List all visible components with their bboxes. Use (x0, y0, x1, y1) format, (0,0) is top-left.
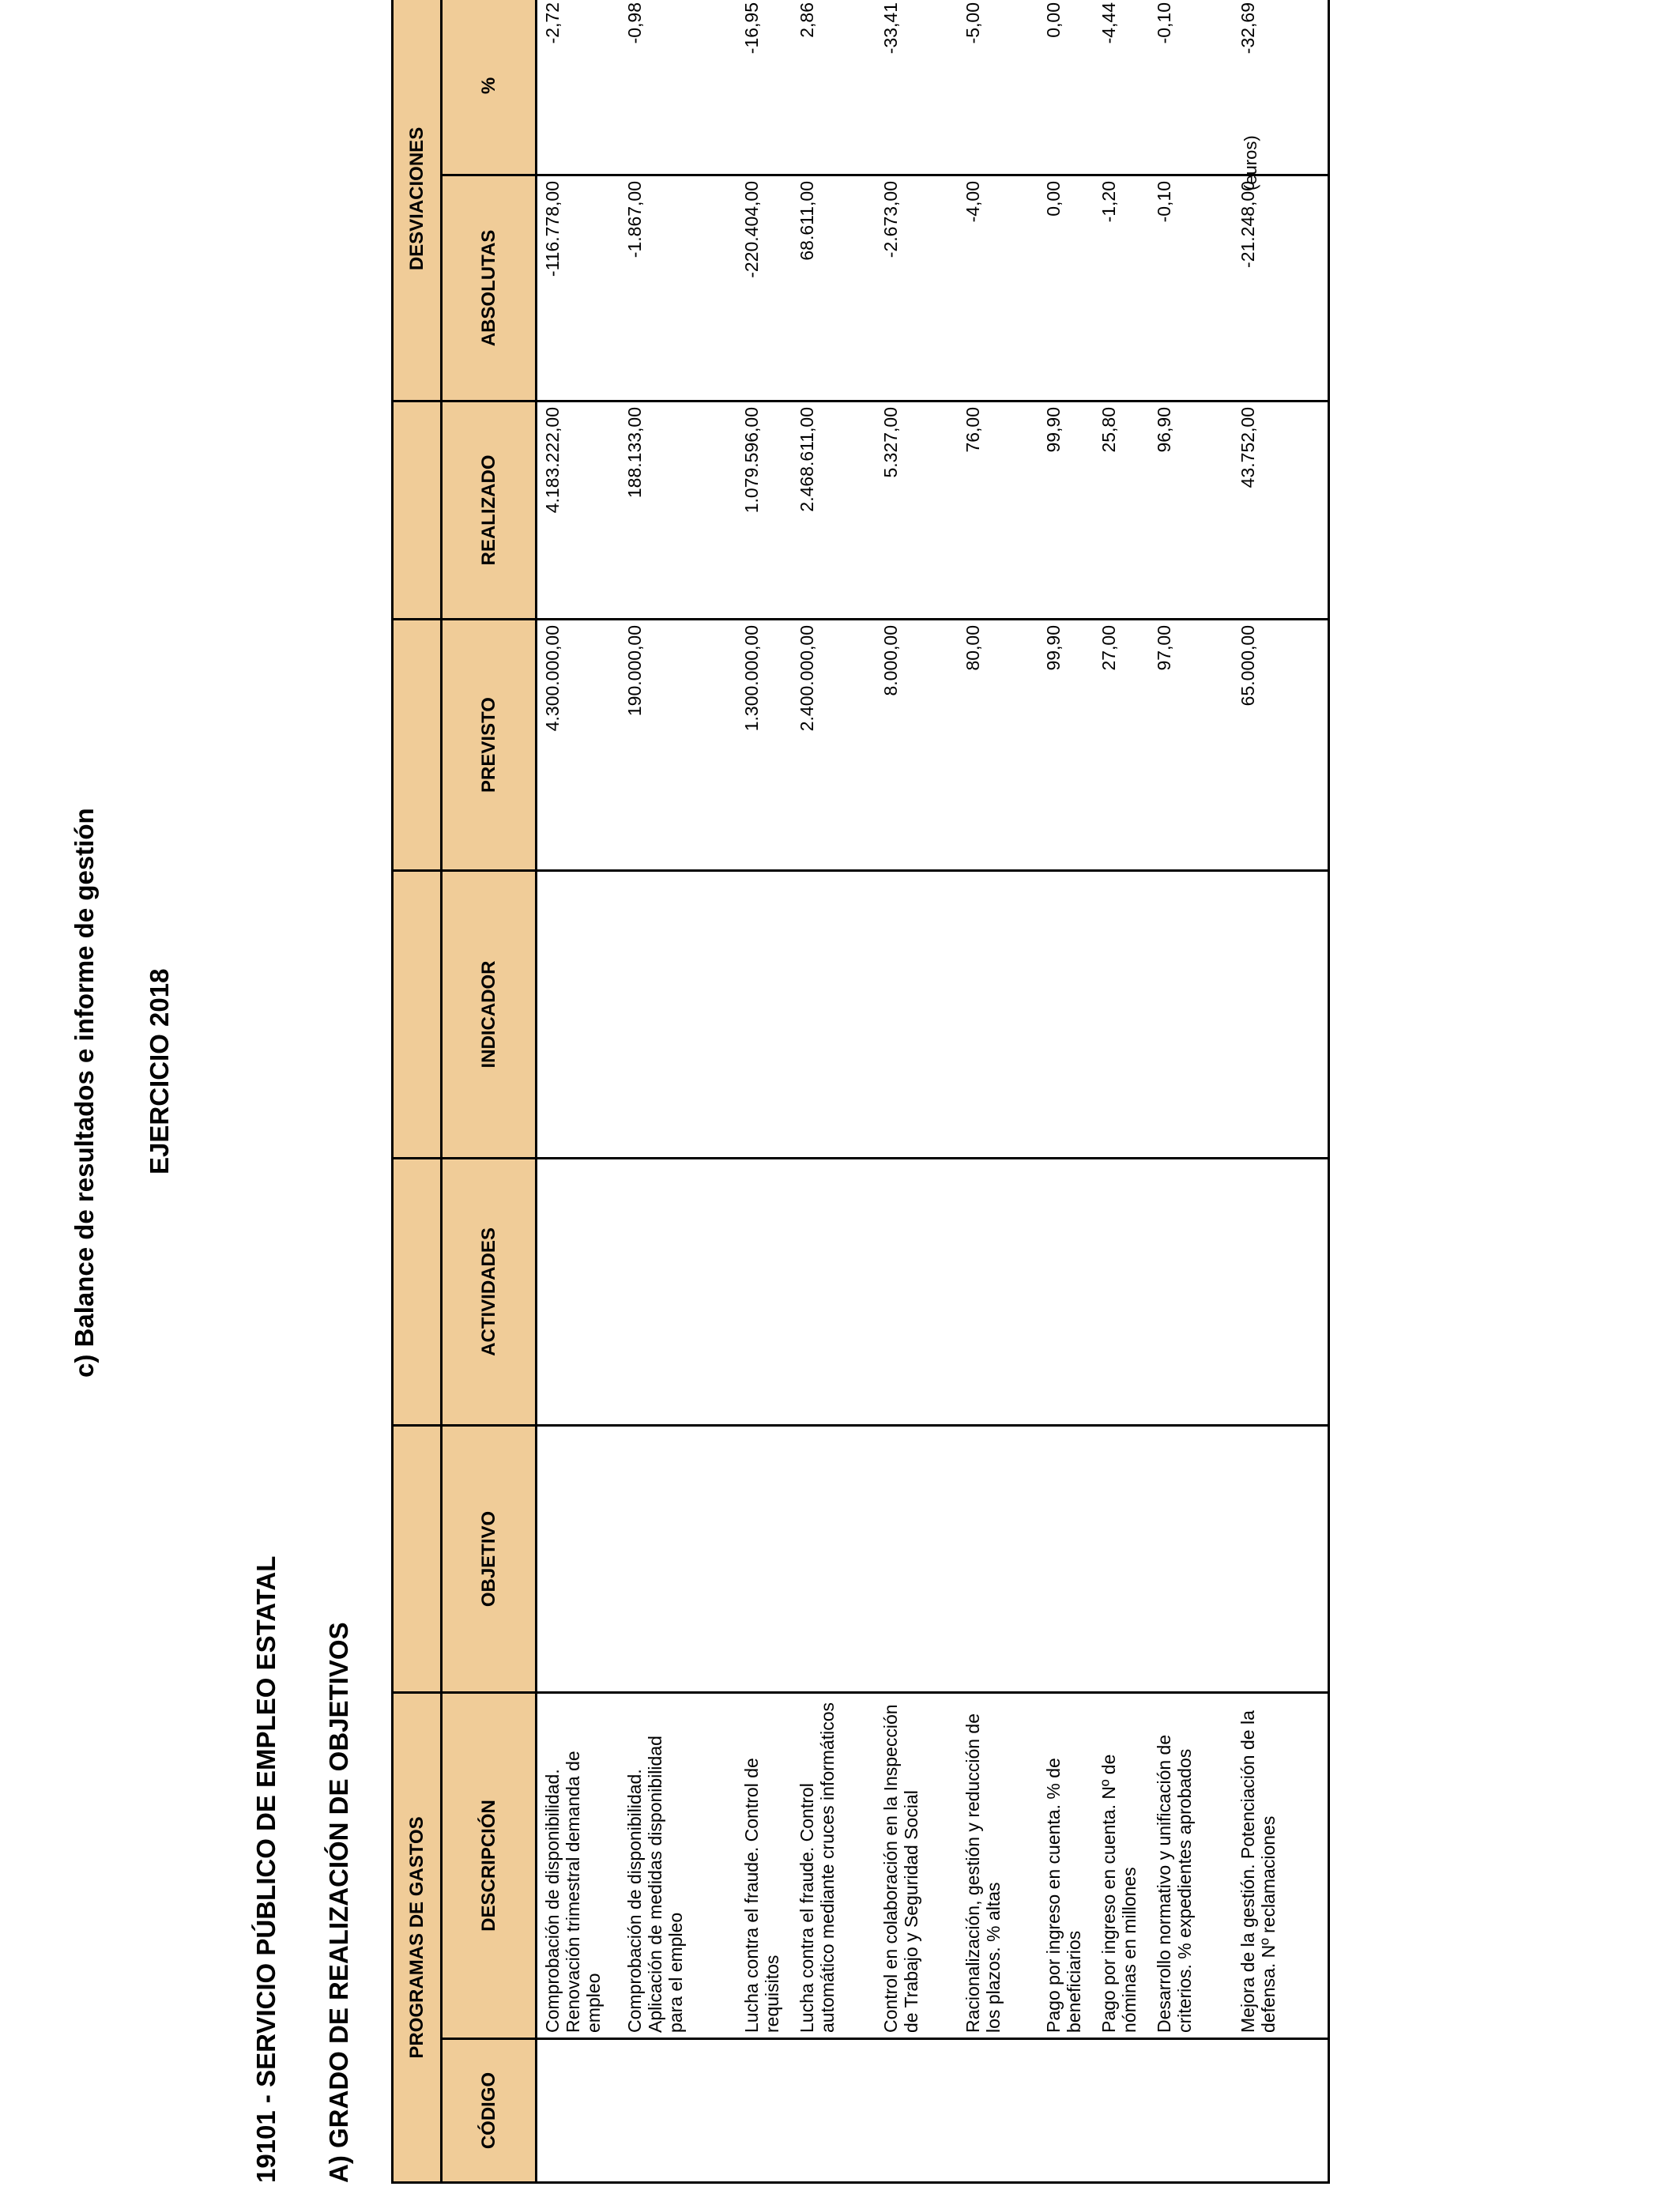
previsto-value: 4.300.000,00 (542, 624, 563, 732)
col-absolutas: ABSOLUTAS (442, 175, 537, 401)
units-label: (euros) (1241, 135, 1260, 190)
ejercicio-title: EJERCICIO 2018 (145, 968, 174, 1174)
actividades-spacer (393, 1158, 442, 1425)
absolutas-value: 68.611,00 (797, 180, 817, 261)
col-realizado: REALIZADO (442, 401, 537, 619)
realizado-value: 99,90 (1043, 406, 1064, 453)
objectives-table (391, 0, 1330, 2184)
descripcion-item: Comprobación de disponibilidad. Aplicación de medidas disponibilidad para el empleo (624, 1736, 686, 2033)
descripcion-item: Pago por ingreso en cuenta. % de beneficiarios (1043, 1758, 1084, 2033)
absolutas-value: 0,00 (1043, 180, 1064, 217)
absolutas-value: -0,10 (1154, 180, 1174, 223)
pct-value: 2,86 (797, 2, 817, 38)
objetivo-cell (537, 1425, 1329, 1692)
descripcion-cell (537, 1692, 1329, 2038)
col-objetivo: OBJETIVO (442, 1425, 537, 1692)
indicador-spacer (393, 870, 442, 1158)
pct-value: -16,95 (741, 2, 762, 55)
codigo-cell (537, 2039, 1329, 2183)
previsto-value: 190.000,00 (624, 624, 645, 717)
absolutas-value: -1,20 (1098, 180, 1119, 223)
absolutas-cell (537, 175, 1329, 401)
absolutas-value: -220.404,00 (741, 180, 762, 278)
section-title: A) GRADO DE REALIZACIÓN DE OBJETIVOS (324, 1622, 353, 2183)
col-pct: % (442, 0, 537, 175)
pct-value: -4,44 (1098, 2, 1119, 44)
objetivo-spacer (393, 1425, 442, 1692)
balance-title: c) Balance de resultados e informe de gestión (70, 808, 99, 1378)
previsto-value: 2.400.000,00 (797, 624, 817, 732)
descripcion-item: Racionalización, gestión y reducción de los plazos. % altas (962, 1713, 1004, 2033)
indicador-cell (537, 870, 1329, 1158)
realizado-spacer (393, 401, 442, 619)
descripcion-item: Mejora de la gestión. Potenciación de la defensa. Nº reclamaciones (1237, 1710, 1279, 2033)
previsto-value: 8.000,00 (880, 624, 901, 696)
actividades-cell (537, 1158, 1329, 1425)
absolutas-value: -2.673,00 (880, 180, 901, 258)
previsto-cell (537, 619, 1329, 870)
group-desviaciones-header: DESVIACIONES (393, 0, 442, 401)
previsto-value: 1.300.000,00 (741, 624, 762, 732)
col-codigo: CÓDIGO (442, 2039, 537, 2183)
previsto-value: 99,90 (1043, 624, 1064, 671)
realizado-value: 43.752,00 (1237, 406, 1258, 488)
descripcion-item: Pago por ingreso en cuenta. Nº de nóminas en millones (1098, 1754, 1139, 2033)
absolutas-value: -1.867,00 (624, 180, 645, 258)
realizado-value: 25,80 (1098, 406, 1119, 453)
pct-value: -5,00 (962, 2, 983, 44)
previsto-value: 65.000,00 (1237, 624, 1258, 707)
table-row (537, 0, 1329, 2183)
descripcion-item: Desarrollo normativo y unificación de criterios. % expedientes aprobados (1154, 1734, 1195, 2033)
previsto-value: 80,00 (962, 624, 983, 671)
organization-title: 19101 - SERVICIO PÚBLICO DE EMPLEO ESTATAL (251, 1555, 281, 2183)
col-actividades: ACTIVIDADES (442, 1158, 537, 1425)
pct-value: -0,10 (1154, 2, 1174, 44)
descripcion-item: Comprobación de disponibilidad. Renovación trimestral demanda de empleo (542, 1751, 604, 2033)
col-previsto: PREVISTO (442, 619, 537, 870)
descripcion-item: Lucha contra el fraude. Control automático mediante cruces informáticos (797, 1702, 838, 2033)
pct-value: -0,98 (624, 2, 645, 44)
pct-value: -2,72 (542, 2, 563, 44)
descripcion-item: Lucha contra el fraude. Control de requisitos (741, 1758, 782, 2033)
group-programas-header: PROGRAMAS DE GASTOS (393, 1692, 442, 2182)
col-descripcion: DESCRIPCIÓN (442, 1692, 537, 2038)
previsto-spacer (393, 619, 442, 870)
previsto-value: 97,00 (1154, 624, 1174, 671)
realizado-value: 188.133,00 (624, 406, 645, 499)
absolutas-value: -4,00 (962, 180, 983, 223)
realizado-value: 2.468.611,00 (797, 406, 817, 512)
realizado-value: 1.079.596,00 (741, 406, 762, 514)
realizado-cell (537, 401, 1329, 619)
previsto-value: 27,00 (1098, 624, 1119, 671)
absolutas-value: -21.248,00 (1237, 180, 1258, 268)
realizado-value: 5.327,00 (880, 406, 901, 478)
absolutas-value: -116.778,00 (542, 180, 563, 277)
realizado-value: 4.183.222,00 (542, 406, 563, 514)
pct-cell (537, 0, 1329, 175)
descripcion-item: Control en colaboración en la Inspección de Trabajo y Seguridad Social (880, 1704, 921, 2033)
realizado-value: 76,00 (962, 406, 983, 453)
pct-value: -32,69 (1237, 2, 1258, 55)
pct-value: 0,00 (1043, 2, 1064, 38)
pct-value: -33,41 (880, 2, 901, 55)
realizado-value: 96,90 (1154, 406, 1174, 453)
col-indicador: INDICADOR (442, 870, 537, 1158)
